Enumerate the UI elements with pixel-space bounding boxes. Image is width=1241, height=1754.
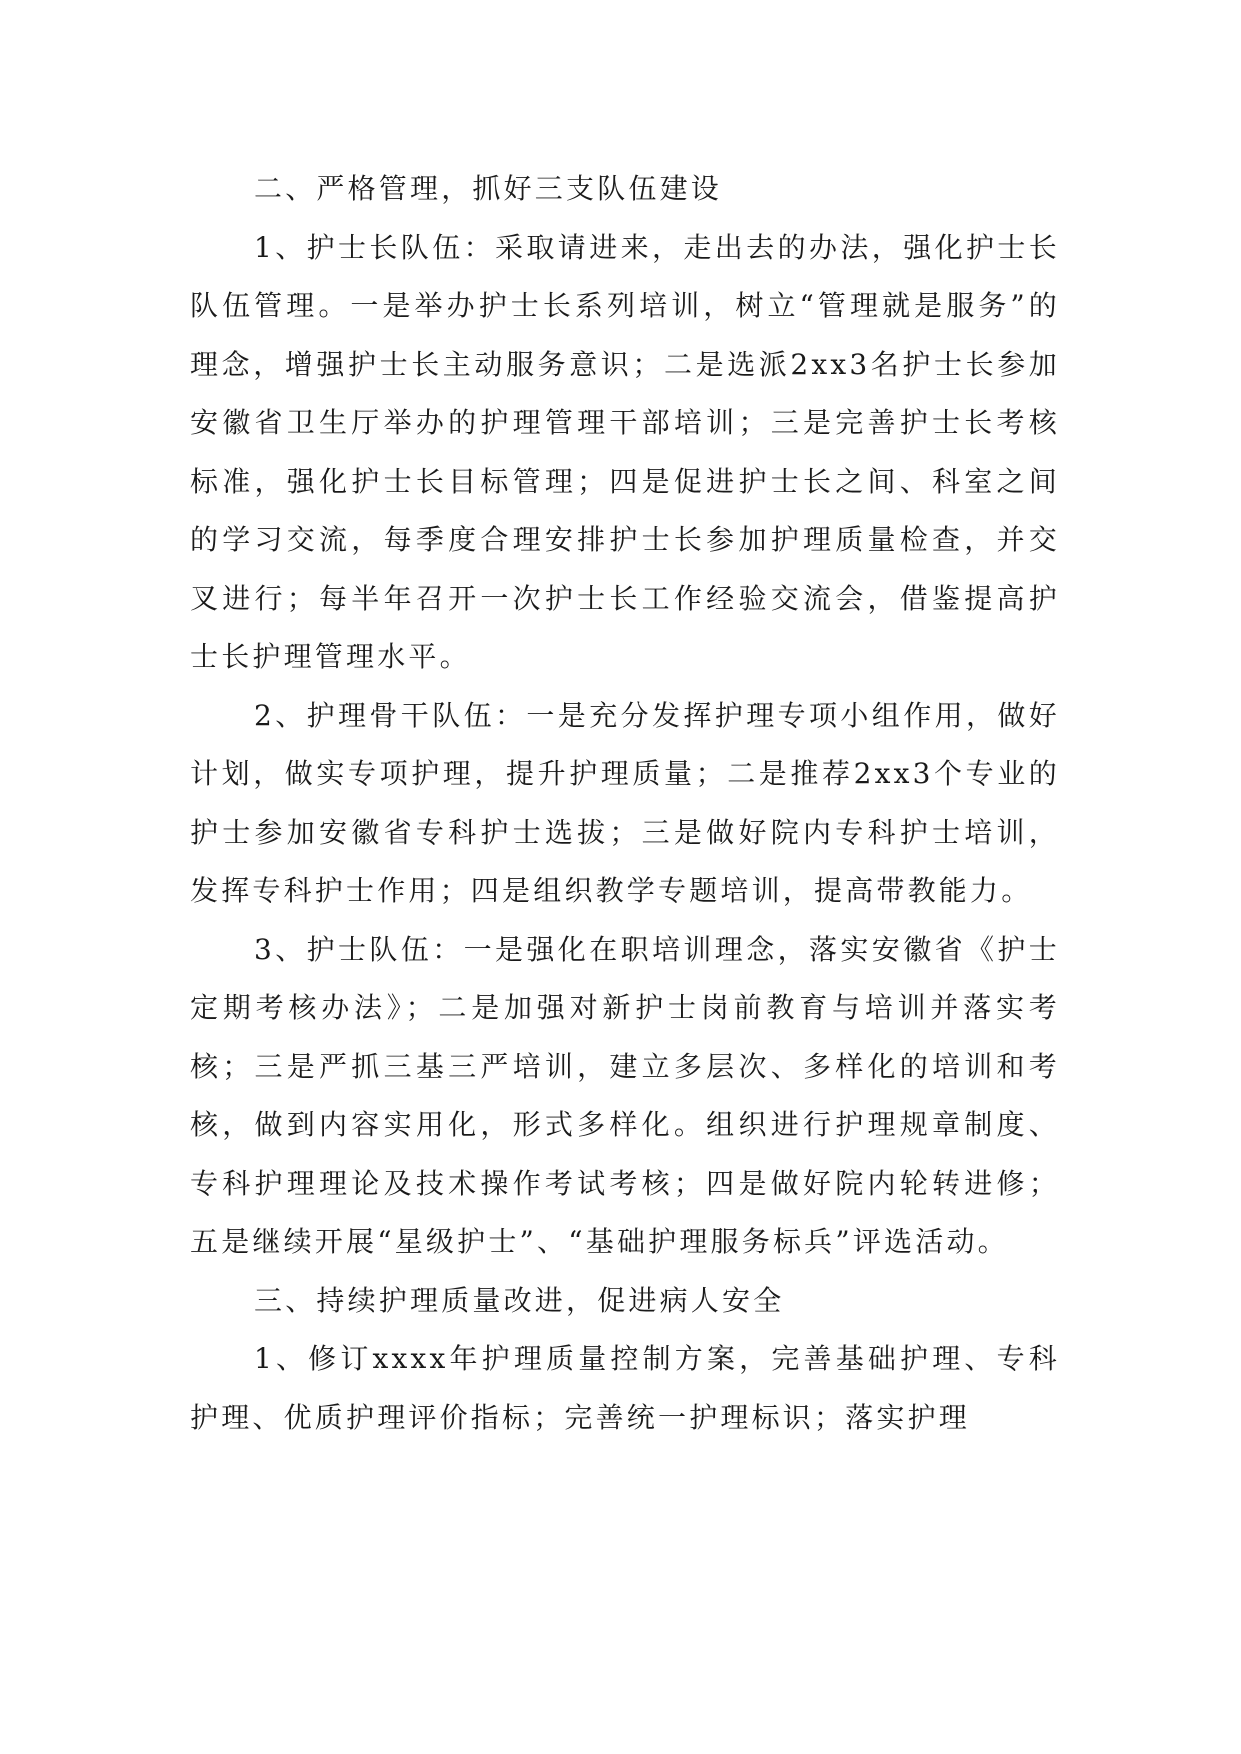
paragraph-quality-control-plan: 1、修订xxxx年护理质量控制方案，完善基础护理、专科护理、优质护理评价指标；完善统一护理标识；落实护理	[190, 1342, 1060, 1434]
document-body	[190, 160, 1060, 1447]
paragraph-nursing-backbone-team: 2、护理骨干队伍：一是充分发挥护理专项小组作用，做好计划，做实专项护理，提升护理质量；二是推荐2xx3个专业的护士参加安徽省专科护士选拔；三是做好院内专科护士培训，发挥专科护士作用；四是组织教学专题培训，提高带教能力。	[190, 698, 1060, 907]
paragraph-head-nurse-team: 1、护士长队伍：采取请进来，走出去的办法，强化护士长队伍管理。一是举办护士长系列培训，树立“管理就是服务”的理念，增强护士长主动服务意识；二是选派2xx3名护士长参加安徽省卫生厅举办的护理管理干部培训；三是完善护士长考核标准，强化护士长目标管理；四是促进护士长之间、科室之间的学习交流，每季度合理安排护士长参加护理质量检查，并交叉进行；每半年召开一次护士长工作经验交流会，借鉴提高护士长护理管理水平。	[190, 230, 1060, 673]
paragraph-nurse-team: 3、护士队伍：一是强化在职培训理念，落实安徽省《护士定期考核办法》；二是加强对新护士岗前教育与培训并落实考核；三是严抓三基三严培训，建立多层次、多样化的培训和考核，做到内容实用化，形式多样化。组织进行护理规章制度、专科护理理论及技术操作考试考核；四是做好院内轮转进修；五是继续开展“星级护士”、“基础护理服务标兵”评选活动。	[190, 932, 1060, 1258]
section-heading-two: 二、严格管理，抓好三支队伍建设	[254, 172, 723, 205]
section-heading-three: 三、持续护理质量改进，促进病人安全	[254, 1283, 785, 1317]
